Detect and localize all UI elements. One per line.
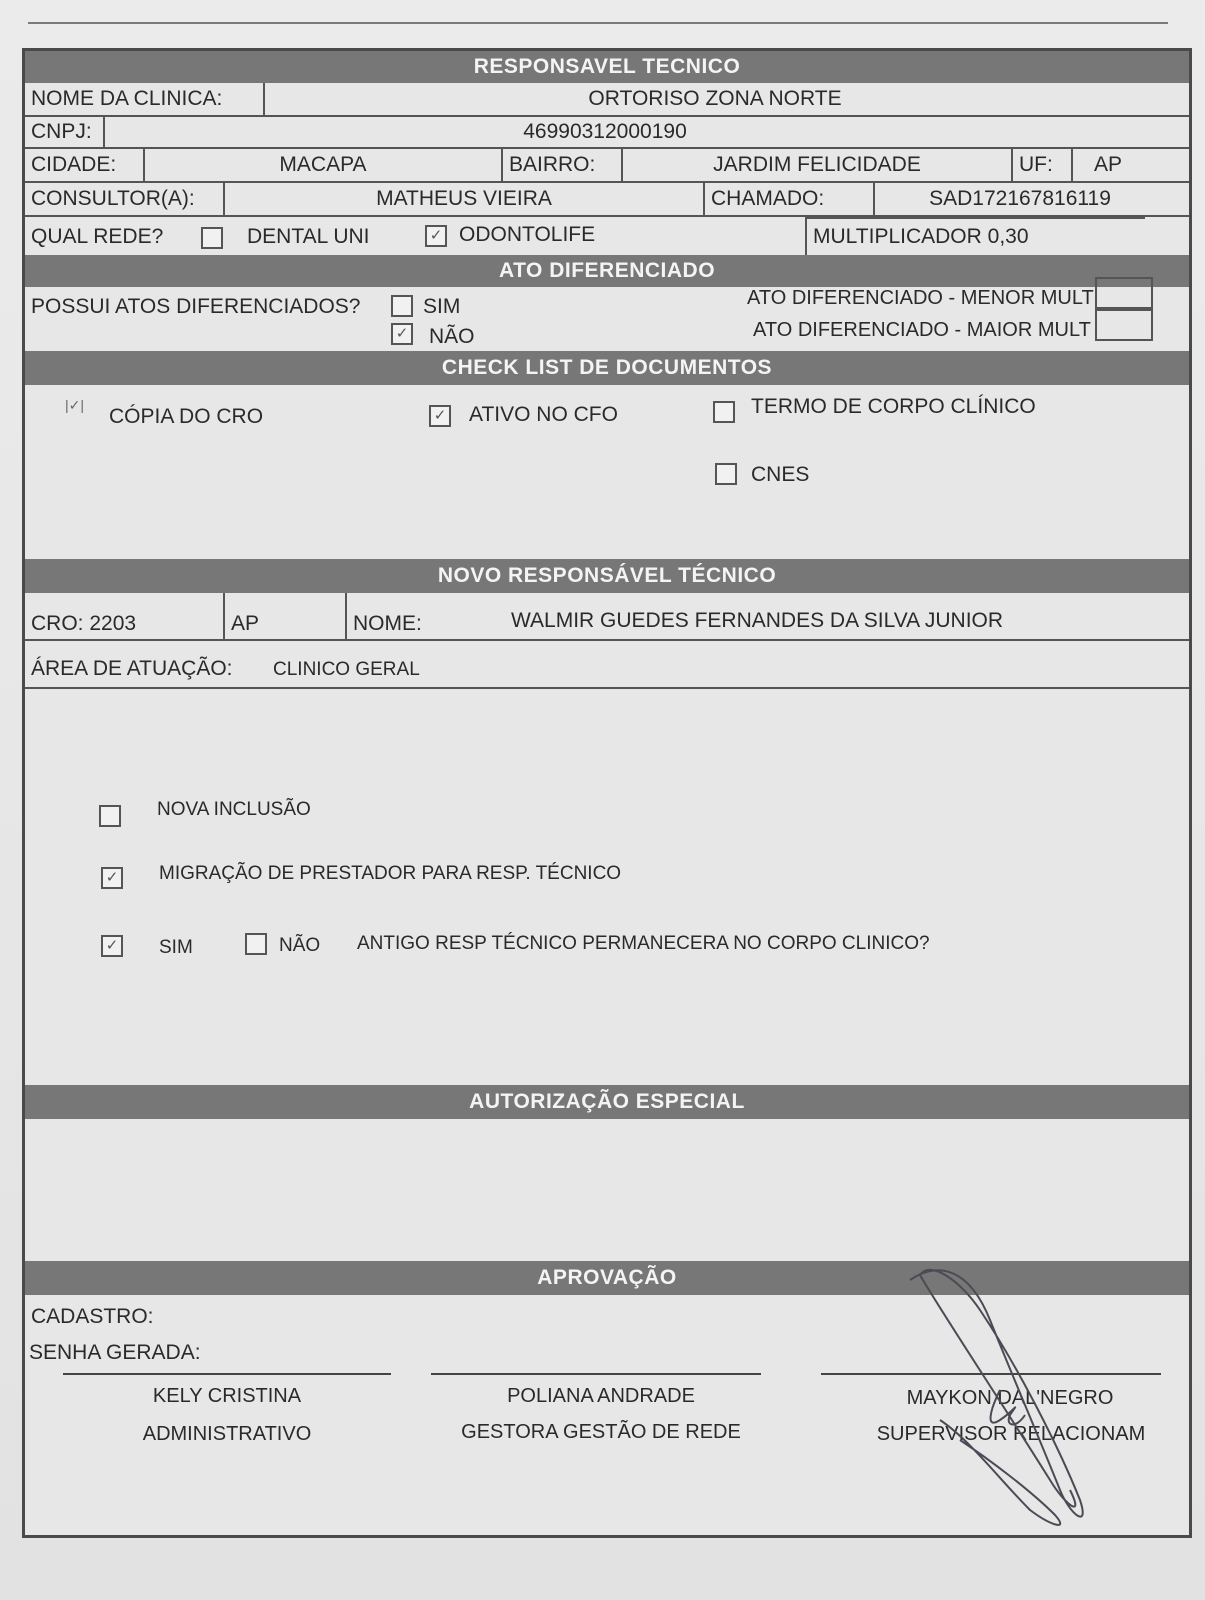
chamado-label: CHAMADO: <box>705 183 875 215</box>
antigo-nao-checkbox[interactable] <box>245 933 267 955</box>
rede-dental-uni-label: DENTAL UNI <box>247 225 370 248</box>
cro-check-glyph: ✓ <box>68 397 81 413</box>
section-autorizacao-header: AUTORIZAÇÃO ESPECIAL <box>25 1085 1189 1119</box>
signature-line-1 <box>63 1373 391 1375</box>
area-label: ÁREA DE ATUAÇÃO: <box>31 657 233 680</box>
signature-name-2: POLIANA ANDRADE <box>507 1385 695 1407</box>
ato-menor-label: ATO DIFERENCIADO - MENOR MULT <box>747 287 1094 309</box>
row-clinic-name <box>25 83 1189 117</box>
checklist-cro-label: CÓPIA DO CRO <box>109 405 264 428</box>
checklist-termo-checkbox[interactable] <box>713 401 735 423</box>
ato-nao-label: NÃO <box>429 325 475 348</box>
ato-question: POSSUI ATOS DIFERENCIADOS? <box>31 295 361 318</box>
signature-name-3: MAYKON DAL'NEGRO <box>906 1387 1114 1409</box>
rede-odontolife-label: ODONTOLIFE <box>459 223 596 246</box>
checklist-cfo-checkbox[interactable]: ✓ <box>429 405 451 427</box>
uf-label: UF: <box>1013 149 1073 181</box>
area-value: CLINICO GERAL <box>273 659 420 680</box>
novo-nome-value: WALMIR GUEDES FERNANDES DA SILVA JUNIOR <box>511 609 1004 632</box>
novo-uf: AP <box>225 593 347 639</box>
chamado-value: SAD172167816119 <box>929 187 1111 210</box>
checklist-cfo-label: ATIVO NO CFO <box>469 403 618 426</box>
checklist-termo-label: TERMO DE CORPO CLÍNICO <box>751 395 1036 418</box>
multiplicador-box <box>805 217 1145 255</box>
row-cnpj <box>25 117 1189 149</box>
signature-role-1: ADMINISTRATIVO <box>142 1423 312 1445</box>
consultor-label: CONSULTOR(A): <box>25 183 225 215</box>
novo-cro: CRO: 2203 <box>25 593 225 639</box>
ato-maior-label: ATO DIFERENCIADO - MAIOR MULT <box>753 319 1091 341</box>
antigo-sim-checkbox[interactable]: ✓ <box>101 935 123 957</box>
section-checklist-header: CHECK LIST DE DOCUMENTOS <box>25 351 1189 385</box>
section-ato-header: ATO DIFERENCIADO <box>25 255 1189 287</box>
bairro-value: JARDIM FELICIDADE <box>623 149 1013 181</box>
section-aprovacao-header: APROVAÇÃO <box>25 1261 1189 1295</box>
top-rule <box>28 22 1168 24</box>
clinic-name-value: ORTORISO ZONA NORTE <box>588 87 842 110</box>
checklist-cnes-checkbox[interactable] <box>715 463 737 485</box>
ato-sim-label: SIM <box>423 295 461 318</box>
cadastro-label: CADASTRO: <box>31 1305 154 1328</box>
cro-checkmark[interactable]: |✓| <box>65 397 85 413</box>
uf-value: AP <box>1093 153 1122 176</box>
section-novo-header: NOVO RESPONSÁVEL TÉCNICO <box>25 559 1189 593</box>
cnpj-value: 46990312000190 <box>523 120 687 143</box>
row-novo-cro <box>25 593 1189 641</box>
section-responsavel-header: RESPONSAVEL TECNICO <box>25 51 1189 83</box>
cnpj-label: CNPJ: <box>25 117 105 147</box>
signature-role-3: SUPERVISOR RELACIONAM <box>876 1423 1146 1445</box>
ato-sim-checkbox[interactable] <box>391 295 413 317</box>
checklist-cnes-label: CNES <box>751 463 810 486</box>
rede-odontolife-checkbox[interactable]: ✓ <box>425 225 447 247</box>
row-rede <box>25 217 1189 255</box>
ato-menor-box[interactable] <box>1095 277 1153 309</box>
ato-maior-box[interactable] <box>1095 309 1153 341</box>
rede-label: QUAL REDE? <box>31 225 164 248</box>
migracao-checkbox[interactable]: ✓ <box>101 867 123 889</box>
rede-dental-uni-checkbox[interactable] <box>201 227 223 249</box>
multiplicador-text: MULTIPLICADOR 0,30 <box>813 225 1029 248</box>
consultor-value: MATHEUS VIEIRA <box>225 183 705 215</box>
signature-role-2: GESTORA GESTÃO DE REDE <box>461 1421 741 1443</box>
bairro-label: BAIRRO: <box>503 149 623 181</box>
antigo-nao-label: NÃO <box>279 935 321 956</box>
nova-inclusao-label: NOVA INCLUSÃO <box>157 799 311 820</box>
row-area <box>25 641 1189 689</box>
row-consultor <box>25 183 1189 217</box>
clinic-name-label: NOME DA CLINICA: <box>25 83 265 115</box>
migracao-label: MIGRAÇÃO DE PRESTADOR PARA RESP. TÉCNICO <box>159 863 622 884</box>
handwritten-signature <box>880 1240 1140 1540</box>
novo-nome-label: NOME: <box>353 612 422 635</box>
ato-nao-checkbox[interactable]: ✓ <box>391 323 413 345</box>
row-cidade <box>25 149 1189 183</box>
signature-line-2 <box>431 1373 761 1375</box>
senha-label: SENHA GERADA: <box>29 1341 201 1364</box>
cidade-value: MACAPA <box>145 149 503 181</box>
cidade-label: CIDADE: <box>25 149 145 181</box>
nova-inclusao-checkbox[interactable] <box>99 805 121 827</box>
antigo-question: ANTIGO RESP TÉCNICO PERMANECERA NO CORPO CLINICO? <box>357 933 930 954</box>
signature-name-1: KELY CRISTINA <box>152 1385 302 1407</box>
antigo-sim-label: SIM <box>159 937 193 958</box>
